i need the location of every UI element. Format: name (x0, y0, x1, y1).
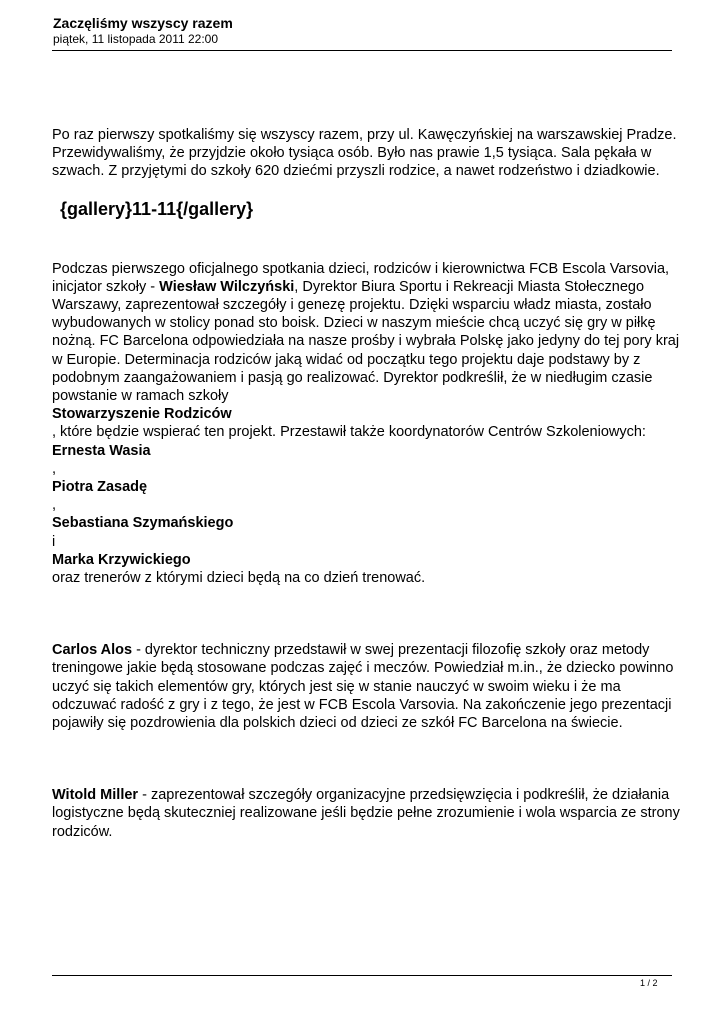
coordinator-separator-3: i (52, 533, 56, 550)
alos-text: - dyrektor techniczny przedstawił w swej prezentacji filozofię szkoły oraz metody treningowe jakie będą stosowane podczas zajęć i meczów. Powiedział m.in., że dziecko powinno uczyć się takich elementów gry, których jest się w stanie nauczyć w swoim wieku i że ma odczuwać radość z gry i z tego, że jest w FCB Escola Varsovia. Na zakończenie jego prezentacji pojawiły się pozdrowienia dla polskich dzieci od dzieci ze szkół FC Barcelona na świecie. (52, 642, 674, 732)
meeting-body-text: , Dyrektor Biura Sportu i Rekreacji Miasta Stołecznego Warszawy, zaprezentował szczegóły i genezę projektu. Dzięki wsparciu władz miasta, zostało wybudowanych w stolicy ponad sto boisk. Dzieci w naszym mieście chcą uczyć się gry w piłkę nożną. FC Barcelona odpowiedziała na nasze prośby i wybrała Polskę jako jedyny do tej pory kraj w Europie. Determinacja rodziców jaką widać od początku tego projektu daje podstawy by z podobnym zaangażowaniem i pasją go realizować. Dyrektor podkreślił, że w niedługim czasie powstanie w ramach szkoły (52, 278, 680, 405)
coordinator-1: Ernesta Wasia (52, 442, 151, 459)
meeting-paragraph (52, 260, 682, 406)
coordinator-separator-2: , (52, 497, 57, 514)
alos-paragraph (52, 641, 682, 732)
coordinator-separator-1: , (52, 460, 57, 477)
intro-paragraph: Po raz pierwszy spotkaliśmy się wszyscy razem, przy ul. Kawęczyńskiej na warszawskiej Pradze. Przewidywaliśmy, że przyjdzie około tysiąca osób. Było nas prawie 1,5 tysiąca. Sala pękała w szwach. Z przyjętymi do szkoły 620 dziećmi przyszli rodzice, a nawet rodzeństwo i dziadkowie. (52, 127, 677, 180)
trainers-closing-text: oraz trenerów z którymi dzieci będą na co dzień trenować. (52, 570, 426, 587)
wilczynski-name: Wiesław Wilczyński (159, 278, 295, 295)
miller-paragraph (52, 786, 682, 841)
alos-name: Carlos Alos (52, 642, 133, 659)
article-title: Zaczęliśmy wszyscy razem (53, 15, 233, 31)
miller-text: - zaprezentował szczegóły organizacyjne przedsięwzięcia i podkreślił, że działania logistyczne będą skuteczniej realizowane jeśli będzie pełne zrozumienie i wola wsparcia ze strony rodziców. (52, 787, 680, 840)
meeting-intro-text: Podczas pierwszego oficjalnego spotkania dzieci, rodziców i kierownictwa FCB Escola Varsovia, inicjator szkoły - (52, 260, 670, 295)
association-name: Stowarzyszenie Rodziców (52, 406, 232, 423)
header-divider (52, 50, 672, 51)
article-date: piątek, 11 listopada 2011 22:00 (53, 32, 219, 46)
footer-divider (52, 975, 672, 976)
coordinator-4: Marka Krzywickiego (52, 551, 191, 568)
gallery-placeholder: {gallery}11-11{/gallery} (60, 198, 254, 219)
coordinator-3: Sebastiana Szymańskiego (52, 515, 234, 532)
coordinator-2: Piotra Zasadę (52, 479, 148, 496)
miller-name: Witold Miller (52, 787, 139, 804)
page-number: 1 / 2 (640, 978, 658, 988)
association-follow-text: , które będzie wspierać ten projekt. Przestawił także koordynatorów Centrów Szkoleniowych: (52, 424, 646, 441)
article-body (52, 126, 682, 841)
